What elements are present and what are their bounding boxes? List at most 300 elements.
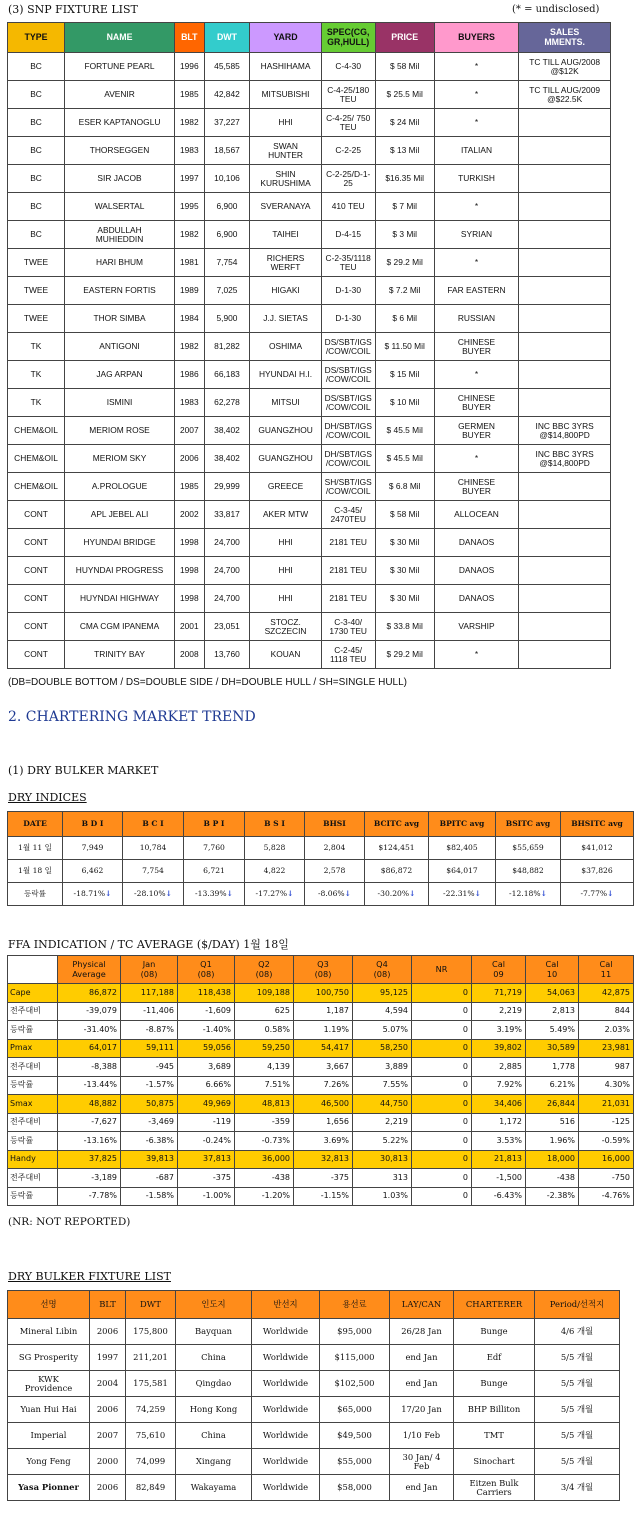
change-row	[8, 1187, 634, 1206]
table-cell: $95,000	[320, 1319, 390, 1345]
row-label: 등락률	[8, 1021, 58, 1040]
table-row	[8, 193, 611, 221]
table-cell: 44,750	[353, 1095, 412, 1114]
table-cell: 0	[412, 1076, 472, 1095]
table-cell: Mineral Libin	[8, 1319, 90, 1345]
table-cell: $49,500	[320, 1423, 390, 1449]
table-cell: 3,689	[178, 1058, 235, 1077]
table-cell: CONT	[8, 501, 65, 529]
table-cell: D-1-30	[321, 277, 375, 305]
table-cell: $ 30 Mil	[375, 585, 434, 613]
table-cell: 1월 18 일	[8, 860, 63, 883]
table-cell: 0	[412, 1187, 472, 1206]
table-cell: 59,250	[235, 1039, 294, 1058]
col-header: BPITC avg	[429, 812, 496, 837]
table-cell: -687	[121, 1169, 178, 1188]
group-row	[8, 1039, 634, 1058]
table-cell: 10,106	[204, 165, 250, 193]
table-cell: DH/SBT/IGS /COW/COIL	[321, 417, 375, 445]
table-cell: -125	[579, 1113, 634, 1132]
table-cell: -945	[121, 1058, 178, 1077]
table-cell: -1,500	[472, 1169, 526, 1188]
table-cell: CHINESE BUYER	[434, 333, 519, 361]
table-row	[8, 1345, 620, 1371]
table-cell	[519, 137, 611, 165]
table-cell: VARSHIP	[434, 613, 519, 641]
group-name: Cape	[8, 984, 58, 1003]
table-cell: 3/4 개월	[535, 1475, 620, 1501]
table-cell: -119	[178, 1113, 235, 1132]
table-cell: -7,627	[58, 1113, 121, 1132]
table-row	[8, 529, 611, 557]
table-cell: 48,882	[58, 1095, 121, 1114]
wow-row	[8, 1002, 634, 1021]
table-cell: TURKISH	[434, 165, 519, 193]
table-row	[8, 445, 611, 473]
table-cell: 2,885	[472, 1058, 526, 1077]
table-cell: *	[434, 445, 519, 473]
table-cell: 26/28 Jan	[390, 1319, 454, 1345]
table-cell: 2001	[175, 613, 205, 641]
table-cell	[519, 473, 611, 501]
table-cell: 2,578	[305, 860, 365, 883]
table-cell	[519, 641, 611, 669]
table-cell: *	[434, 361, 519, 389]
table-cell: A.PROLOGUE	[65, 473, 175, 501]
table-cell: KOUAN	[250, 641, 321, 669]
table-cell	[519, 557, 611, 585]
table-cell: 34,406	[472, 1095, 526, 1114]
snp-fixture-table	[7, 22, 611, 669]
table-cell: -3,189	[58, 1169, 121, 1188]
table-cell: 6,900	[204, 193, 250, 221]
table-cell: GREECE	[250, 473, 321, 501]
table-cell: CHEM&OIL	[8, 445, 65, 473]
ffa-header-row	[8, 956, 634, 984]
table-cell: 64,017	[58, 1039, 121, 1058]
change-cell	[184, 883, 245, 906]
table-cell: Worldwide	[252, 1423, 320, 1449]
table-cell: C-2-25/D-1- 25	[321, 165, 375, 193]
table-cell: WALSERTAL	[65, 193, 175, 221]
col-header: SPEC(CG, GR,HULL)	[321, 23, 375, 53]
table-cell: 5.22%	[353, 1132, 412, 1151]
col-header: DWT	[126, 1291, 176, 1319]
table-row	[8, 1423, 620, 1449]
col-header: 용선료	[320, 1291, 390, 1319]
table-cell: 42,842	[204, 81, 250, 109]
table-cell: 117,188	[121, 984, 178, 1003]
table-cell: 37,825	[58, 1150, 121, 1169]
table-cell: -31.40%	[58, 1021, 121, 1040]
down-arrow-icon: ↓	[287, 889, 294, 899]
wow-row	[8, 1058, 634, 1077]
table-cell: 0	[412, 1039, 472, 1058]
table-cell: China	[176, 1423, 252, 1449]
table-cell: 1,172	[472, 1113, 526, 1132]
col-header: Cal 11	[579, 956, 634, 984]
table-cell: HYUNDAI BRIDGE	[65, 529, 175, 557]
table-cell: 175,800	[126, 1319, 176, 1345]
table-cell: 48,813	[235, 1095, 294, 1114]
table-cell: 2008	[175, 641, 205, 669]
table-cell: 5.07%	[353, 1021, 412, 1040]
table-cell: 1982	[175, 221, 205, 249]
table-cell: 32,813	[294, 1150, 353, 1169]
table-row	[8, 860, 634, 883]
table-cell: Bunge	[454, 1319, 535, 1345]
table-cell: 1985	[175, 473, 205, 501]
table-cell	[519, 361, 611, 389]
table-cell: 6,721	[184, 860, 245, 883]
table-cell: AKER MTW	[250, 501, 321, 529]
table-cell: 2.03%	[579, 1021, 634, 1040]
table-cell: 54,417	[294, 1039, 353, 1058]
table-cell: Worldwide	[252, 1345, 320, 1371]
row-label: 등락률	[8, 1187, 58, 1206]
table-cell: 410 TEU	[321, 193, 375, 221]
table-cell: 7,760	[184, 837, 245, 860]
table-cell: 1998	[175, 557, 205, 585]
table-cell: -11,406	[121, 1002, 178, 1021]
table-cell	[519, 165, 611, 193]
table-row	[8, 109, 611, 137]
table-cell	[519, 389, 611, 417]
table-cell: 1989	[175, 277, 205, 305]
table-row	[8, 1319, 620, 1345]
table-row	[8, 277, 611, 305]
col-header: 인도지	[176, 1291, 252, 1319]
table-cell: 4,822	[245, 860, 305, 883]
table-cell: 24,700	[204, 557, 250, 585]
table-cell: 24,700	[204, 529, 250, 557]
table-cell: CONT	[8, 557, 65, 585]
table-cell: 74,259	[126, 1397, 176, 1423]
table-cell: HIGAKI	[250, 277, 321, 305]
table-cell: 2181 TEU	[321, 557, 375, 585]
table-cell: Edf	[454, 1345, 535, 1371]
table-cell: 313	[353, 1169, 412, 1188]
change-value: -18.71%	[73, 889, 106, 899]
table-cell: DS/SBT/IGS /COW/COIL	[321, 333, 375, 361]
col-header: B D I	[63, 812, 123, 837]
col-header: NR	[412, 956, 472, 984]
col-header: B C I	[123, 812, 184, 837]
table-cell: TWEE	[8, 249, 65, 277]
table-cell: Yuan Hui Hai	[8, 1397, 90, 1423]
table-cell: 4,139	[235, 1058, 294, 1077]
row-label: 등락률	[8, 1076, 58, 1095]
table-cell: -39,079	[58, 1002, 121, 1021]
table-cell: GUANGZHOU	[250, 445, 321, 473]
table-cell: 5/5 개월	[535, 1371, 620, 1397]
table-row	[8, 333, 611, 361]
table-cell: 1998	[175, 529, 205, 557]
table-cell: 5/5 개월	[535, 1397, 620, 1423]
table-cell: THOR SIMBA	[65, 305, 175, 333]
table-row	[8, 1475, 620, 1501]
table-cell: 74,099	[126, 1449, 176, 1475]
col-header: Physical Average	[58, 956, 121, 984]
undisclosed-note: (* = undisclosed)	[512, 4, 600, 15]
change-value: -22.31%	[443, 889, 475, 899]
table-cell: 10,784	[123, 837, 184, 860]
table-cell: Eitzen Bulk Carriers	[454, 1475, 535, 1501]
table-cell	[519, 501, 611, 529]
table-cell: DS/SBT/IGS /COW/COIL	[321, 361, 375, 389]
table-cell: INC BBC 3YRS @$14,800PD	[519, 445, 611, 473]
table-row	[8, 389, 611, 417]
table-cell: -3,469	[121, 1113, 178, 1132]
col-header: Q4 (08)	[353, 956, 412, 984]
table-cell: 46,500	[294, 1095, 353, 1114]
table-cell: 95,125	[353, 984, 412, 1003]
table-cell: $ 25.5 Mil	[375, 81, 434, 109]
table-cell: 1995	[175, 193, 205, 221]
row-label: 전주대비	[8, 1058, 58, 1077]
table-cell: 62,278	[204, 389, 250, 417]
table-cell: ALLOCEAN	[434, 501, 519, 529]
table-cell: -1.40%	[178, 1021, 235, 1040]
table-cell: HASHIHAMA	[250, 53, 321, 81]
table-cell: BC	[8, 109, 65, 137]
down-arrow-icon: ↓	[226, 889, 233, 899]
dry-indices-header-row	[8, 812, 634, 837]
table-cell: end Jan	[390, 1371, 454, 1397]
table-cell: BC	[8, 137, 65, 165]
table-cell: $82,405	[429, 837, 496, 860]
table-row	[8, 613, 611, 641]
table-row	[8, 221, 611, 249]
table-cell: 5,828	[245, 837, 305, 860]
table-cell: 0	[412, 984, 472, 1003]
table-cell: JAG ARPAN	[65, 361, 175, 389]
wow-row	[8, 1113, 634, 1132]
table-cell: 1,656	[294, 1113, 353, 1132]
table-cell: 0	[412, 1058, 472, 1077]
table-cell: -7.78%	[58, 1187, 121, 1206]
table-cell	[519, 277, 611, 305]
table-row	[8, 81, 611, 109]
change-row	[8, 1021, 634, 1040]
table-cell: 3.19%	[472, 1021, 526, 1040]
table-cell: 0	[412, 1095, 472, 1114]
table-cell: *	[434, 641, 519, 669]
col-header: Jan (08)	[121, 956, 178, 984]
table-cell: -0.59%	[579, 1132, 634, 1151]
change-cell	[561, 883, 634, 906]
table-cell: 37,813	[178, 1150, 235, 1169]
col-header: Cal 09	[472, 956, 526, 984]
down-arrow-icon: ↓	[165, 889, 172, 899]
table-cell: STOCZ. SZCZECIN	[250, 613, 321, 641]
table-cell: 82,849	[126, 1475, 176, 1501]
group-row	[8, 984, 634, 1003]
table-row	[8, 557, 611, 585]
table-cell: BC	[8, 81, 65, 109]
change-cell	[123, 883, 184, 906]
table-cell: *	[434, 53, 519, 81]
table-cell: $ 24 Mil	[375, 109, 434, 137]
table-cell: end Jan	[390, 1345, 454, 1371]
table-cell: $102,500	[320, 1371, 390, 1397]
table-row	[8, 305, 611, 333]
table-cell: 7,025	[204, 277, 250, 305]
table-cell: 5/5 개월	[535, 1345, 620, 1371]
table-cell: C-3-45/ 2470TEU	[321, 501, 375, 529]
table-cell: CONT	[8, 585, 65, 613]
table-cell: 18,567	[204, 137, 250, 165]
table-cell: 45,585	[204, 53, 250, 81]
table-cell: GUANGZHOU	[250, 417, 321, 445]
table-cell: CONT	[8, 529, 65, 557]
table-cell: 30 Jan/ 4 Feb	[390, 1449, 454, 1475]
table-cell: HUYNDAI PROGRESS	[65, 557, 175, 585]
change-value: -13.39%	[195, 889, 227, 899]
table-cell: 1983	[175, 389, 205, 417]
table-cell	[519, 333, 611, 361]
table-cell: Wakayama	[176, 1475, 252, 1501]
table-cell: 4.30%	[579, 1076, 634, 1095]
table-cell: MERIOM ROSE	[65, 417, 175, 445]
col-header: Period/선적지	[535, 1291, 620, 1319]
table-cell: MITSUBISHI	[250, 81, 321, 109]
table-cell: AVENIR	[65, 81, 175, 109]
table-cell: $55,000	[320, 1449, 390, 1475]
table-cell: 0	[412, 1002, 472, 1021]
down-arrow-icon: ↓	[540, 889, 547, 899]
table-cell: MITSUI	[250, 389, 321, 417]
table-cell: 16,000	[579, 1150, 634, 1169]
col-header: Cal 10	[526, 956, 579, 984]
table-cell: C-2-25	[321, 137, 375, 165]
table-cell: 516	[526, 1113, 579, 1132]
table-cell: $ 7 Mil	[375, 193, 434, 221]
table-cell: 2004	[90, 1371, 126, 1397]
table-cell: -8,388	[58, 1058, 121, 1077]
table-cell: HARI BHUM	[65, 249, 175, 277]
table-cell: $115,000	[320, 1345, 390, 1371]
table-cell: 39,813	[121, 1150, 178, 1169]
table-cell: 175,581	[126, 1371, 176, 1397]
table-cell: $ 6.8 Mil	[375, 473, 434, 501]
table-cell: Qingdao	[176, 1371, 252, 1397]
down-arrow-icon: ↓	[409, 889, 416, 899]
table-row	[8, 585, 611, 613]
col-header	[8, 956, 58, 984]
col-header: 선명	[8, 1291, 90, 1319]
table-cell: -13.44%	[58, 1076, 121, 1095]
table-cell: $ 30 Mil	[375, 557, 434, 585]
table-cell: RUSSIAN	[434, 305, 519, 333]
table-cell: 33,817	[204, 501, 250, 529]
table-cell: 81,282	[204, 333, 250, 361]
table-cell: 24,700	[204, 585, 250, 613]
table-cell	[519, 585, 611, 613]
change-value: -17.27%	[255, 889, 288, 899]
table-cell: 23,051	[204, 613, 250, 641]
table-cell: $ 29.2 Mil	[375, 249, 434, 277]
table-cell: *	[434, 109, 519, 137]
table-cell: $16.35 Mil	[375, 165, 434, 193]
table-cell: $ 45.5 Mil	[375, 445, 434, 473]
table-cell: 1982	[175, 333, 205, 361]
table-cell	[519, 529, 611, 557]
table-cell: 50,875	[121, 1095, 178, 1114]
dry-bulker-fixture-table	[7, 1290, 620, 1501]
table-cell: 6,900	[204, 221, 250, 249]
table-cell: 109,188	[235, 984, 294, 1003]
table-cell: $ 33.8 Mil	[375, 613, 434, 641]
table-cell: 7.51%	[235, 1076, 294, 1095]
col-header: B S I	[245, 812, 305, 837]
table-cell: 1986	[175, 361, 205, 389]
table-cell: 1.96%	[526, 1132, 579, 1151]
table-cell: SIR JACOB	[65, 165, 175, 193]
table-cell: $ 7.2 Mil	[375, 277, 434, 305]
table-cell: CONT	[8, 641, 65, 669]
table-cell: 2000	[90, 1449, 126, 1475]
table-cell: Yong Feng	[8, 1449, 90, 1475]
table-cell: HYUNDAI H.I.	[250, 361, 321, 389]
table-cell: Worldwide	[252, 1475, 320, 1501]
table-cell: ESER KAPTANOGLU	[65, 109, 175, 137]
table-cell: D-1-30	[321, 305, 375, 333]
down-arrow-icon: ↓	[607, 889, 614, 899]
table-row	[8, 1397, 620, 1423]
table-cell: 0	[412, 1113, 472, 1132]
table-cell: *	[434, 249, 519, 277]
table-cell: ITALIAN	[434, 137, 519, 165]
table-cell: KWK Providence	[8, 1371, 90, 1397]
table-cell: 1.19%	[294, 1021, 353, 1040]
table-cell: 1998	[175, 585, 205, 613]
table-cell: C-4-30	[321, 53, 375, 81]
table-row	[8, 641, 611, 669]
table-cell	[519, 613, 611, 641]
col-header: CHARTERER	[454, 1291, 535, 1319]
change-cell	[305, 883, 365, 906]
table-cell: ISMINI	[65, 389, 175, 417]
table-cell: -6.38%	[121, 1132, 178, 1151]
table-cell: TK	[8, 361, 65, 389]
table-cell: 1.03%	[353, 1187, 412, 1206]
table-cell	[519, 305, 611, 333]
table-cell: 2,219	[472, 1002, 526, 1021]
table-cell: J.J. SIETAS	[250, 305, 321, 333]
group-row	[8, 1150, 634, 1169]
table-cell: -1.57%	[121, 1076, 178, 1095]
table-cell: TK	[8, 389, 65, 417]
table-cell: 54,063	[526, 984, 579, 1003]
table-row	[8, 417, 611, 445]
table-cell: 30,813	[353, 1150, 412, 1169]
table-cell: EASTERN FORTIS	[65, 277, 175, 305]
change-value: -28.10%	[134, 889, 166, 899]
group-name: Handy	[8, 1150, 58, 1169]
col-header: SALES MMENTS.	[519, 23, 611, 53]
table-cell: 26,844	[526, 1095, 579, 1114]
table-cell: $65,000	[320, 1397, 390, 1423]
table-cell: $64,017	[429, 860, 496, 883]
col-header: YARD	[250, 23, 321, 53]
table-cell: 2006	[90, 1319, 126, 1345]
table-cell: 2006	[90, 1397, 126, 1423]
table-cell: FAR EASTERN	[434, 277, 519, 305]
table-cell: DS/SBT/IGS /COW/COIL	[321, 389, 375, 417]
table-cell: SHIN KURUSHIMA	[250, 165, 321, 193]
table-cell: 5,900	[204, 305, 250, 333]
